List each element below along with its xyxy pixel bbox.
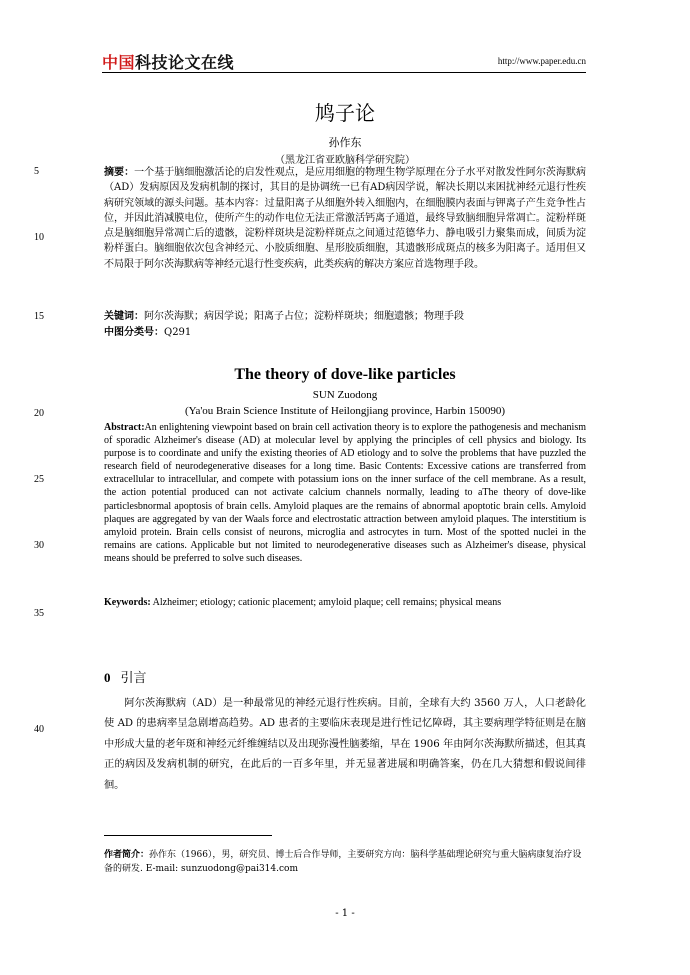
site-logo — [102, 50, 234, 73]
cn-affiliation: （黑龙江省亚欧脑科学研究院） — [275, 155, 415, 166]
en-abstract-text: An enlightening viewpoint based on brain cell activation theory is to explore the pathogenesis and mechanism of sporadic Alzheimer's disease (AD) at molecular level by applying the principles of cell physics and biology. Its purpose is to coordinate and unify the existing theories of AD etiology and to solve the problems that have puzzled the research field of neurodegenerative diseases for a long time. Basic Contents: Excessive cations are transferred from extracellular to intracellular, and compete with potassium ions on the inner surface of the cell membrane. As a result, the action potential produced can not activate calcium channels normally, leading to aThe theory of dove-like particlesbnormal apoptosis of brain cells. Amyloid plaques are the remains of abnormal apoptotic brain cells. Amyloid plaques are aggregated by van der Waals force and electrostatic attraction between amyloid plaques. The interstitium is amyloid protein. Brain cells consist of neurons, microglia and astrocytes in turn. Most of the spotted nuclei in the remains are cations. Applicable but not limited to neurodegenerative diseases such as Alzheimer's disease, physical means should be preferred to solve such diseases. — [104, 422, 586, 564]
footnote-text: 孙作东（1966），男，研究员、博士后合作导师，主要研究方向：脑科学基础理论研究与重大脑病康复治疗设备的研发. E-mail: sunzuodong@pai314.com — [104, 850, 582, 874]
cn-author: 孙作东 — [328, 136, 362, 149]
footnote-rule — [104, 835, 272, 836]
footnote-label: 作者简介： — [104, 850, 150, 860]
header-rule — [102, 72, 586, 73]
cn-abstract — [104, 165, 586, 272]
line-number: 10 — [34, 232, 44, 243]
line-number: 5 — [34, 166, 39, 177]
cn-clc-text: Q291 — [164, 327, 192, 338]
section-heading — [104, 667, 147, 686]
line-number: 20 — [34, 408, 44, 419]
cn-keywords-text: 阿尔茨海默；病因学说；阳离子占位；淀粉样斑块；细胞遗骸；物理手段 — [144, 311, 464, 322]
cn-keywords — [104, 309, 586, 324]
logo-red-text: 中国 — [102, 53, 136, 72]
cn-title: 鸠子论 — [315, 101, 375, 125]
line-number: 35 — [34, 608, 44, 619]
en-keywords-label: Keywords: — [104, 597, 151, 608]
section-title: 引言 — [120, 671, 147, 686]
section-number: 0 — [104, 670, 111, 685]
en-title: The theory of dove-like particles — [234, 366, 456, 383]
en-keywords — [104, 597, 586, 608]
cn-keywords-label: 关键词： — [104, 311, 144, 322]
line-number: 30 — [34, 540, 44, 551]
cn-abstract-text: 一个基于脑细胞激活论的启发性观点，是应用细胞的物理生物学原理在分子水平对散发性阿尔茨海默病（AD）发病原因及发病机制的探讨，其目的是协调统一已有AD病因学说，解决长期以来困扰神经元退行性疾病研究领域的源头问题。基本内容：过量阳离子从细胞外转入细胞内，在细胞膜内表面与钾离子产生竞争性占位，并因此消减膜电位，使所产生的动作电位无法正常激活钙离子通道，最终导致脑细胞异常凋亡。淀粉样斑点是脑细胞异常凋亡后的遗骸，淀粉样斑块是淀粉样斑点之间通过范德华力、静电吸引力聚集而成，间质为淀粉样蛋白。脑细胞依次包含神经元、小胶质细胞、星形胶质细胞，其遗骸形成斑点的核多为阳离子。适用但又不局限于阿尔茨海默病等神经元退行性变疾病，此类疾病的解决方案应首选物理手段。 — [104, 167, 587, 270]
cn-clc-label: 中图分类号： — [104, 327, 164, 338]
en-affiliation: (Ya'ou Brain Science Institute of Heilongjiang province, Harbin 150090) — [184, 405, 506, 417]
line-number: 15 — [34, 311, 44, 322]
en-keywords-text: Alzheimer; etiology; cationic placement; amyloid plaque; cell remains; physical means — [152, 597, 502, 608]
intro-body — [104, 694, 586, 796]
en-author: SUN Zuodong — [312, 389, 378, 401]
cn-abstract-label: 摘要： — [104, 167, 135, 178]
logo-dark-text: 科技论文在线 — [135, 53, 235, 72]
cn-clc — [104, 325, 586, 340]
en-abstract — [104, 421, 586, 565]
page-number: - 1 - — [335, 908, 355, 919]
line-number: 40 — [34, 724, 44, 735]
line-number: 25 — [34, 474, 44, 485]
author-footnote — [104, 848, 586, 876]
intro-paragraph: 阿尔茨海默病（AD）是一种最常见的神经元退行性疾病。目前，全球有大约 3560 万人，人口老龄化使 AD 的患病率呈急剧增高趋势。AD 患者的主要临床表现是进行性记忆障碍，其主要病理学特征则是在脑中形成大量的老年斑和神经元纤维缠结以及出现弥漫性脑萎缩，早在 1906 年由阿尔茨海默所描述，但其真正的病因及发病机制的研究，在此后的一百多年里，并无显著进展和明确答案，仍在几大猜想和假说间徘徊。 — [104, 698, 586, 791]
en-abstract-label: Abstract: — [104, 422, 145, 433]
header-url[interactable]: http://www.paper.edu.cn — [497, 56, 586, 66]
